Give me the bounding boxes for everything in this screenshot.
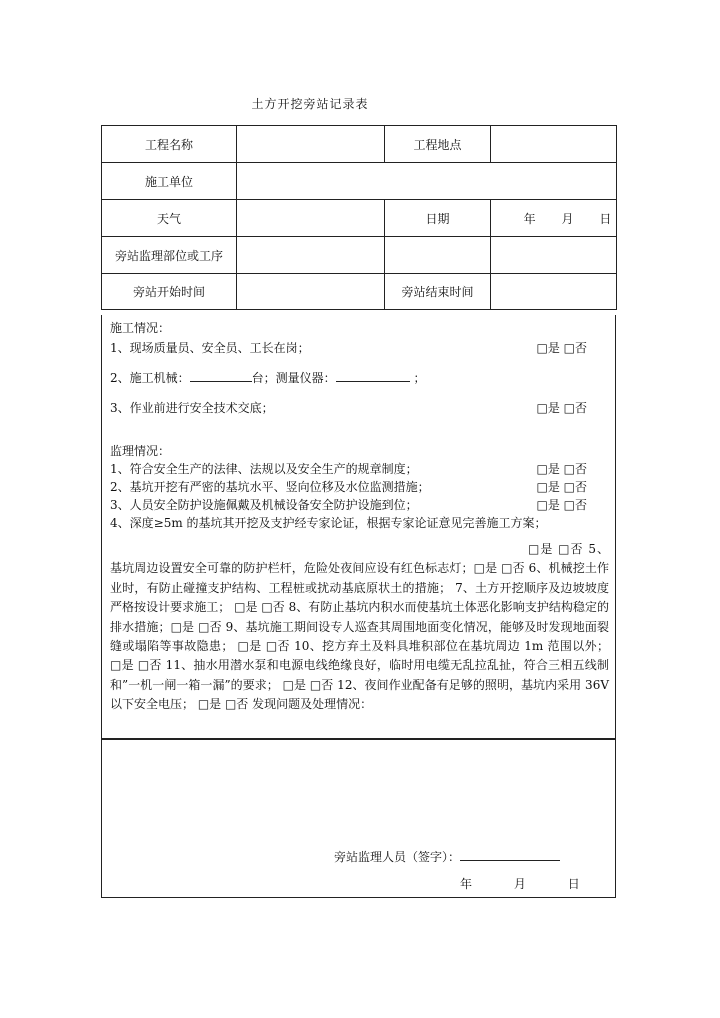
- signature-section: [101, 739, 616, 898]
- supervision-part-label: 旁站监理部位或工序: [102, 237, 237, 274]
- supervision-part-extra[interactable]: [385, 237, 491, 274]
- construction-item-3: [110, 397, 609, 420]
- supervision-item-3-checks[interactable]: □是 □否: [536, 498, 587, 512]
- date-day: 日: [599, 211, 612, 226]
- supervision-item-2-text: 2、基坑开挖有严密的基坑水平、竖向位移及水位监测措施；: [110, 480, 430, 494]
- construction-item-1-text: 1、现场质量员、安全员、工长在岗；: [110, 341, 310, 355]
- signature-line: [334, 848, 560, 865]
- header-table: [101, 125, 617, 310]
- supervision-item-3-text: 3、人员安全防护设施佩戴及机械设备安全防护设施到位；: [110, 498, 418, 512]
- supervision-part-extra-2[interactable]: [491, 237, 617, 274]
- supervision-item-1-checks[interactable]: □是 □否: [536, 462, 587, 476]
- instrument-field[interactable]: [336, 369, 410, 382]
- supervision-item-1: [110, 460, 609, 478]
- construction-unit-field[interactable]: [237, 163, 617, 200]
- construction-item-3-checks[interactable]: □是 □否: [536, 401, 587, 415]
- date-month: 月: [561, 211, 574, 226]
- weather-field[interactable]: [237, 200, 385, 237]
- supervision-part-field[interactable]: [237, 237, 385, 274]
- project-name-field[interactable]: [237, 126, 385, 163]
- start-time-field[interactable]: [237, 274, 385, 310]
- construction-item-2: [110, 367, 609, 390]
- signature-month: 月: [513, 877, 526, 891]
- construction-item-1-checks[interactable]: □是 □否: [536, 341, 587, 355]
- signature-day: 日: [567, 877, 580, 891]
- date-year: 年: [523, 211, 536, 226]
- start-time-label: 旁站开始时间: [102, 274, 237, 310]
- machinery-count-field[interactable]: [190, 369, 252, 382]
- signature-date: [460, 875, 580, 892]
- supervision-item-2: [110, 478, 609, 496]
- signature-field[interactable]: [460, 848, 560, 861]
- content-section: [101, 315, 616, 739]
- end-time-label: 旁站结束时间: [385, 274, 491, 310]
- supervision-item-4-text: 4、深度≥5m 的基坑其开挖及支护经专家论证，根据专家论证意见完善施工方案；: [110, 516, 547, 530]
- date-field[interactable]: [491, 200, 617, 237]
- supervision-item-3: [110, 496, 609, 514]
- end-time-field[interactable]: [491, 274, 617, 310]
- construction-item-2-mid: 台；测量仪器：: [251, 371, 336, 385]
- signature-year: 年: [460, 877, 473, 891]
- supervision-item-1-text: 1、符合安全生产的法律、法规以及安全生产的规章制度；: [110, 462, 418, 476]
- supervision-item-4: [110, 514, 609, 532]
- project-name-label: 工程名称: [102, 126, 237, 163]
- form-title: 土方开挖旁站记录表: [251, 97, 369, 111]
- supervision-paragraph: □是 □否 5、基坑周边设置安全可靠的防护栏杆，危险处夜间应设有红色标志灯；□是 □否 6、机械挖土作业时，有防止碰撞支护结构、工程桩或扰动基底原状土的措施； 7、土方开挖顺序及边坡坡度严格按设计要求施工； □是 □否 8、有防止基坑内积水而使基坑土体恶化影响支护结构稳定的排水措施；□是 □否 9、基坑施工期间设专人巡查其周围地面变化情况，能够及时发现地面裂缝或塌陷等事故隐患； □是 □否 10、挖方弃土及料具堆积部位在基坑周边 1m 范围以外； □是 □否 11、抽水用潜水泵和电源电线绝缘良好，临时用电缆无乱拉乱扯，符合三相五线制和”一机一闸一箱一漏”的要求； □是 □否 12、夜间作业配备有足够的照明，基坑内采用 36V 以下安全电压； □是 □否 发现问题及处理情况：: [110, 542, 609, 712]
- weather-label: 天气: [102, 200, 237, 237]
- supervision-heading: 监理情况：: [110, 444, 171, 458]
- signature-label: 旁站监理人员（签字）：: [334, 850, 461, 864]
- project-location-label: 工程地点: [385, 126, 491, 163]
- construction-item-3-text: 3、作业前进行安全技术交底；: [110, 401, 274, 415]
- construction-item-1: [110, 337, 609, 360]
- construction-item-2-suffix: ；: [413, 371, 426, 385]
- date-label: 日期: [385, 200, 491, 237]
- project-location-field[interactable]: [491, 126, 617, 163]
- construction-item-2-prefix: 2、施工机械：: [110, 371, 190, 385]
- construction-unit-label: 施工单位: [102, 163, 237, 200]
- supervision-item-2-checks[interactable]: □是 □否: [536, 480, 587, 494]
- construction-heading: 施工情况：: [110, 321, 171, 335]
